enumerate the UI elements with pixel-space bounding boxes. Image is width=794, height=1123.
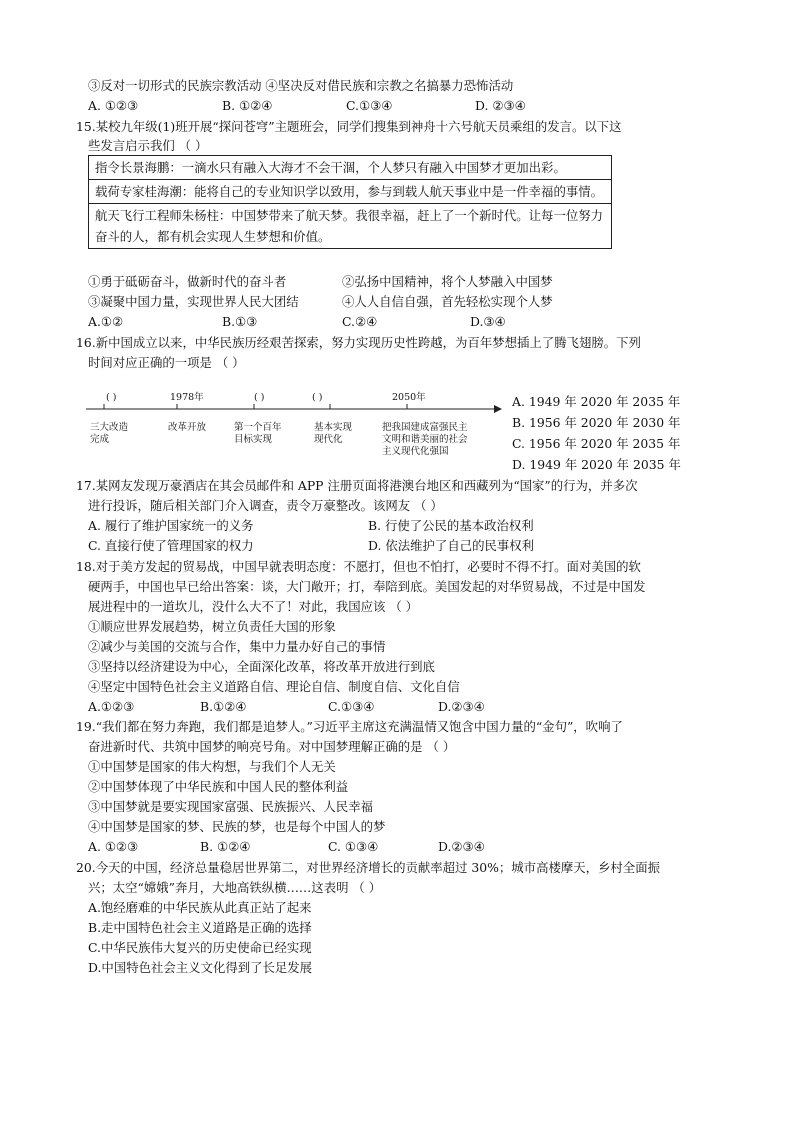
q19-option-c[interactable]: C. ①③④ bbox=[328, 839, 379, 854]
q19-option-b[interactable]: B. ①②④ bbox=[200, 839, 251, 854]
q14-option-a[interactable]: A. ①②③ bbox=[88, 98, 139, 113]
q14-statement-3-4: ③反对一切形式的民族宗教活动 ④坚决反对借民族和宗教之名搞暴力恐怖活动 bbox=[88, 78, 514, 93]
q18-statement-2: ②减少与美国的交流与合作，集中力量办好自己的事情 bbox=[88, 639, 386, 654]
q19-statement-4: ④中国梦是国家的梦、民族的梦，也是每个中国人的梦 bbox=[88, 819, 386, 834]
q19-statement-1: ①中国梦是国家的伟大构想，与我们个人无关 bbox=[88, 759, 336, 774]
q18-option-c[interactable]: C.①③④ bbox=[328, 699, 375, 714]
q16-timeline bbox=[84, 384, 504, 457]
q17-option-b[interactable]: B. 行使了公民的基本政治权利 bbox=[368, 518, 534, 533]
q20-option-c[interactable]: C.中华民族伟大复兴的历史使命已经实现 bbox=[88, 940, 312, 955]
q18-statement-3: ③坚持以经济建设为中心，全面深化改革，将改革开放进行到底 bbox=[88, 659, 435, 674]
q19-option-a[interactable]: A. ①②③ bbox=[88, 839, 139, 854]
timeline-top-label-5: 2050年 bbox=[392, 392, 426, 403]
q19-stem-line-2: 奋进新时代、共筑中国梦的响亮号角。对中国梦理解正确的是 （ ） bbox=[88, 739, 456, 754]
q20-option-b[interactable]: B.走中国特色社会主义道路是正确的选择 bbox=[88, 920, 312, 935]
q15-quote-1: 指令长景海鹏：一滴水只有融入大海才不会干涸，个人梦只有融入中国梦才更加出彩。 bbox=[89, 156, 611, 180]
timeline-label-2: 改革开放 bbox=[168, 422, 207, 433]
q15-statement-3: ③凝聚中国力量，实现世界人民大团结 bbox=[88, 294, 299, 309]
q15-option-a[interactable]: A.①② bbox=[88, 314, 124, 329]
q15-quote-box bbox=[88, 155, 612, 249]
q18-stem-line-3: 展进程中的一道坎儿，没什么大不了！对此，我国应该 （ ） bbox=[88, 599, 419, 614]
q19-stem-line-1: 19.“我们都在努力奔跑，我们都是追梦人。”习近平主席这充满温情又饱含中国力量的“金句”，吹响了 bbox=[76, 719, 623, 734]
q14-option-b[interactable]: B. ①②④ bbox=[222, 98, 273, 113]
timeline-top-label-1: ( ) bbox=[106, 392, 117, 403]
q15-stem-line-2: 些发言启示我们 （ ） bbox=[88, 138, 208, 153]
timeline-label-3: 第一个百年 目标实现 bbox=[234, 422, 282, 445]
q15-quote-3: 航天飞行工程师朱杨柱：中国梦带来了航天梦。我很幸福，赶上了一个新时代。让每一位努力奋斗的人，都有机会实现人生梦想和价值。 bbox=[95, 208, 604, 244]
q18-stem-line-1: 18.对于美方发起的贸易战，中国早就表明态度：不愿打，但也不怕打，必要时不得不打。面对美国的软 bbox=[76, 559, 641, 574]
q16-stem-line-2: 时间对应正确的一项是 （ ） bbox=[88, 355, 245, 370]
q15-stem-line-1: 15.某校九年级(1)班开展“探问苍穹”主题班会，同学们搜集到神舟十六号航天员乘组的发言。以下这 bbox=[76, 119, 622, 134]
q15-quote-2: 载荷专家桂海潮：能将自己的专业知识学以致用，参与到载人航天事业中是一件幸福的事情。 bbox=[89, 180, 611, 204]
q17-stem-line-1: 17.某网友发现万豪酒店在其会员邮件和 APP 注册页面将港澳台地区和西藏列为“国家”的行为，并多次 bbox=[76, 478, 638, 493]
q15-statement-4: ④人人自信自强，首先轻松实现个人梦 bbox=[342, 294, 553, 309]
timeline-label-4: 基本实现 现代化 bbox=[314, 422, 353, 445]
q17-option-a[interactable]: A. 履行了维护国家统一的义务 bbox=[88, 518, 254, 533]
timeline-label-1: 三大改造 完成 bbox=[90, 422, 129, 445]
q15-option-b[interactable]: B.①③ bbox=[222, 314, 258, 329]
q16-option-b[interactable]: B. 1956 年 2020 年 2030 年 bbox=[512, 415, 681, 430]
q17-option-d[interactable]: D. 依法维护了自己的民事权利 bbox=[368, 538, 535, 553]
timeline-top-label-4: ( ) bbox=[312, 392, 323, 403]
q15-statement-2: ②弘扬中国精神，将个人梦融入中国梦 bbox=[342, 274, 553, 289]
q18-statement-1: ①顺应世界发展趋势，树立负责任大国的形象 bbox=[88, 619, 336, 634]
timeline-top-label-2: 1978年 bbox=[170, 392, 204, 403]
timeline-label-5: 把我国建成富强民主 文明和谐美丽的社会 主义现代化强国 bbox=[382, 422, 468, 457]
q14-option-c[interactable]: C.①③④ bbox=[346, 98, 393, 113]
q15-option-d[interactable]: D.③④ bbox=[470, 314, 506, 329]
q18-statement-4: ④坚定中国特色社会主义道路自信、理论自信、制度自信、文化自信 bbox=[88, 679, 460, 694]
q20-option-a[interactable]: A.饱经磨难的中华民族从此真正站了起来 bbox=[88, 900, 312, 915]
q20-stem-line-2: 兴；太空“嫦娥”奔月，大地高铁纵横……这表明 （ ） bbox=[88, 880, 382, 895]
q18-option-b[interactable]: B.①②④ bbox=[200, 699, 247, 714]
q20-option-d[interactable]: D.中国特色社会主义文化得到了长足发展 bbox=[88, 960, 313, 975]
q18-option-d[interactable]: D.②③④ bbox=[438, 699, 485, 714]
q15-option-c[interactable]: C.②④ bbox=[342, 314, 378, 329]
q16-option-d[interactable]: D. 1949 年 2020 年 2035 年 bbox=[512, 457, 681, 472]
q19-statement-3: ③中国梦就是要实现国家富强、民族振兴、人民幸福 bbox=[88, 799, 373, 814]
q19-statement-2: ②中国梦体现了中华民族和中国人民的整体利益 bbox=[88, 779, 349, 794]
q19-option-d[interactable]: D.②③④ bbox=[438, 839, 485, 854]
q17-option-c[interactable]: C. 直接行使了管理国家的权力 bbox=[88, 538, 254, 553]
q18-option-a[interactable]: A.①②③ bbox=[88, 699, 135, 714]
q16-option-a[interactable]: A. 1949 年 2020 年 2035 年 bbox=[512, 394, 681, 409]
q20-stem-line-1: 20.今天的中国，经济总量稳居世界第二，对世界经济增长的贡献率超过 30%；城市高楼摩天，乡村全面振 bbox=[76, 860, 660, 875]
q16-option-c[interactable]: C. 1956 年 2020 年 2035 年 bbox=[512, 436, 681, 451]
q17-stem-line-2: 进行投诉，随后相关部门介入调查，责令万豪整改。该网友 （ ） bbox=[88, 498, 443, 513]
q14-option-d[interactable]: D. ②③④ bbox=[475, 98, 526, 113]
timeline-top-label-3: ( ) bbox=[254, 392, 265, 403]
q18-stem-line-2: 硬两手，中国也早已给出答案：谈，大门敞开；打，奉陪到底。美国发起的对华贸易战，不过是中国发 bbox=[88, 579, 646, 594]
q15-statement-1: ①勇于砥砺奋斗，做新时代的奋斗者 bbox=[88, 274, 287, 289]
q16-stem-line-1: 16.新中国成立以来，中华民族历经艰苦探索，努力实现历史性跨越，为百年梦想插上了腾飞翅膀。下列 bbox=[76, 335, 641, 350]
